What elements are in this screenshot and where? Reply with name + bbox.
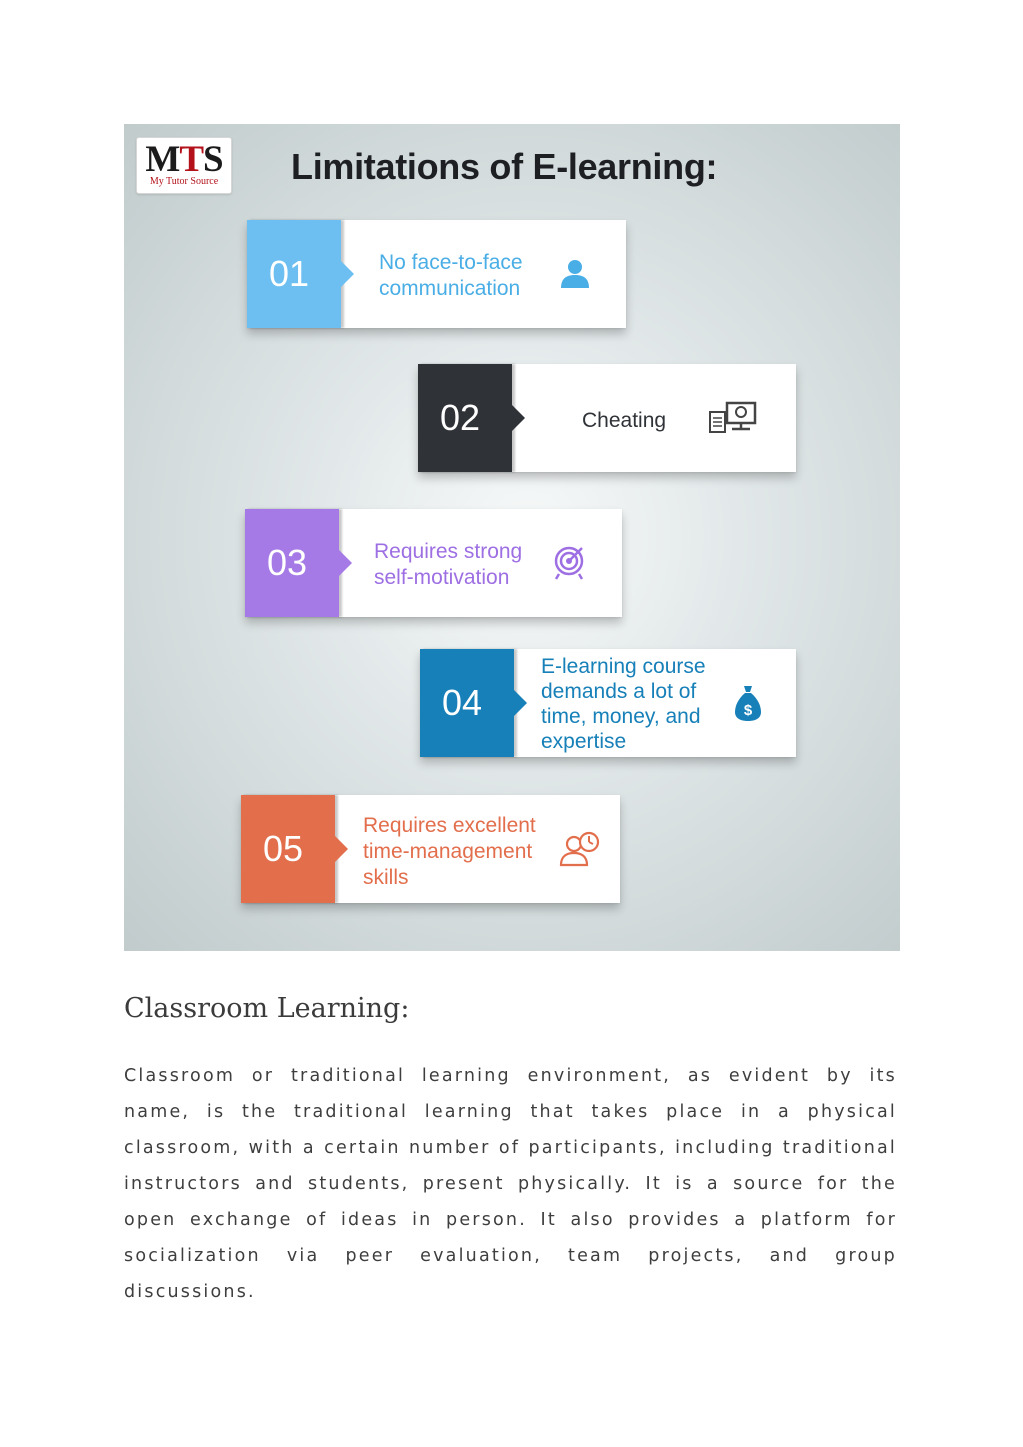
- person-icon: [559, 257, 591, 289]
- number-box: [420, 649, 514, 757]
- arrow-marker: [341, 261, 354, 287]
- logo-mark: MTS: [145, 139, 223, 180]
- mts-logo: [136, 137, 232, 194]
- arrow-marker: [339, 550, 352, 576]
- section-heading: Classroom Learning:: [124, 993, 410, 1024]
- logo-subtitle: My Tutor Source: [149, 176, 219, 187]
- limitation-card-02: [418, 364, 796, 472]
- item-text: E-learning course demands a lot of time, money, and expertise: [541, 655, 706, 753]
- item-text: Cheating: [582, 409, 667, 432]
- number-box: [245, 509, 339, 617]
- number-box: [418, 364, 512, 472]
- item-number: 04: [441, 682, 483, 723]
- number-box: [241, 795, 335, 903]
- item-text: No face-to-face communication: [379, 251, 523, 300]
- item-number: 02: [439, 397, 481, 438]
- limitation-card-05: [241, 795, 620, 903]
- infographic-title: Limitations of E-learning:: [291, 146, 718, 187]
- item-text: Requires excellent time-management skills: [363, 814, 536, 889]
- arrow-marker: [512, 405, 525, 431]
- svg-text:$: $: [743, 702, 753, 719]
- item-text: Requires strong self-motivation: [374, 540, 523, 589]
- item-number: 01: [268, 253, 310, 294]
- target-icon: [552, 544, 586, 580]
- number-box: [247, 220, 341, 328]
- computer-document-icon: [708, 401, 760, 437]
- arrow-marker: [335, 836, 348, 862]
- section-paragraph: Classroom or traditional learning environment, as evident by its name, is the traditional learning that takes place in a physical classroom, with a certain number of participants, including traditional instructors and students, present physically. It is a source for the open exchange of ideas in person. It also provides a platform for socialization via peer evaluation, team projects, and group discussions.: [124, 1066, 897, 1302]
- limitation-card-03: [245, 509, 622, 617]
- item-number: 05: [262, 828, 304, 869]
- item-number: 03: [266, 542, 308, 583]
- limitations-infographic: [124, 124, 900, 951]
- arrow-marker: [514, 690, 527, 716]
- limitation-card-04: [420, 649, 796, 757]
- person-clock-icon: [559, 831, 601, 867]
- money-bag-icon: [734, 684, 762, 722]
- limitation-card-01: [247, 220, 626, 328]
